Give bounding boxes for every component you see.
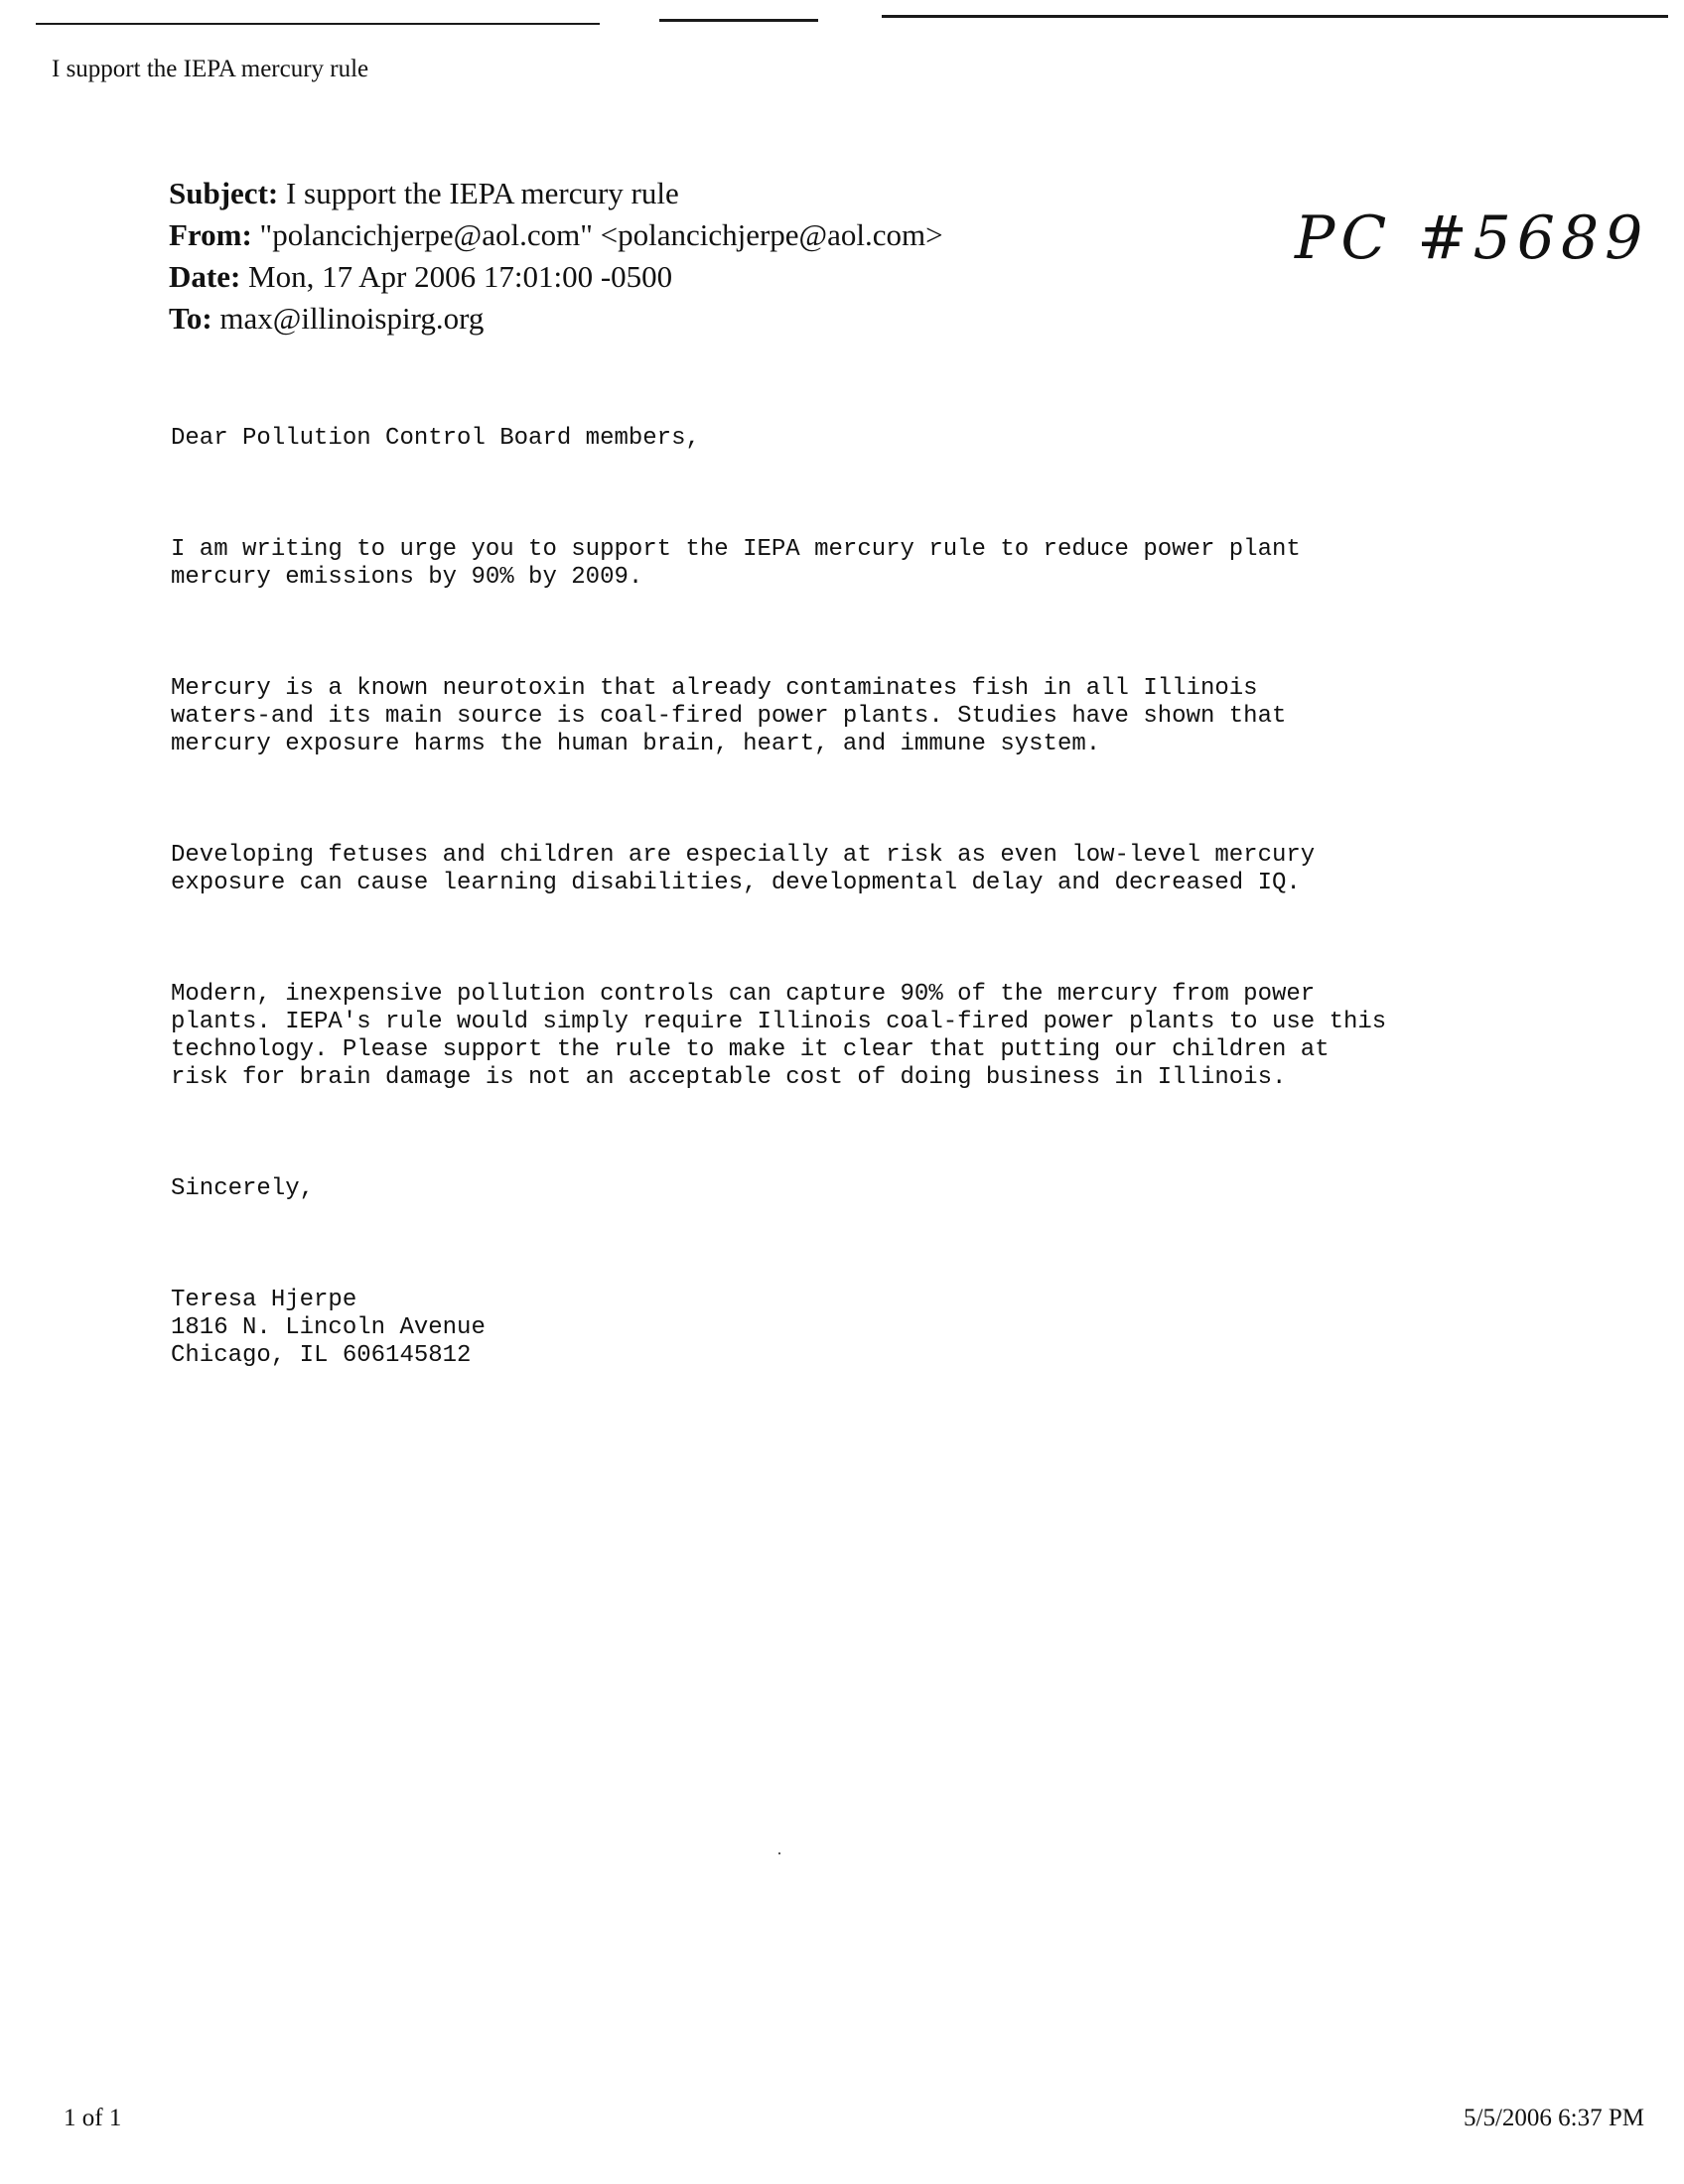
subject-row [169, 173, 943, 214]
subject-label: Subject: [169, 176, 279, 210]
handwritten-stamp [1291, 199, 1658, 288]
top-rule-middle [659, 19, 818, 22]
body-paragraph: Developing fetuses and children are especially at risk as even low-level mercury exposure can cause learning disabilities, developmental delay and decreased IQ. [171, 842, 1316, 896]
to-label: To: [169, 301, 212, 336]
greeting: Dear Pollution Control Board members, [171, 425, 700, 452]
page-indicator: 1 of 1 [64, 2105, 122, 2131]
to-value: max@illinoispirg.org [219, 301, 485, 336]
email-headers [169, 173, 943, 340]
top-rule-right [882, 15, 1668, 18]
from-label: From: [169, 217, 252, 252]
from-value: "polancichjerpe@aol.com" <polancichjerpe@aol.com> [259, 217, 943, 252]
email-body [171, 369, 1640, 1426]
top-rule-left [36, 23, 600, 25]
scan-speck [778, 1852, 780, 1854]
from-row [169, 214, 943, 256]
body-paragraph: Mercury is a known neurotoxin that already contaminates fish in all Illinois waters-and its main source is coal-fired power plants. Studies have shown that mercury exposure harms the human brain, heart, and immune system. [171, 675, 1287, 757]
page-header-title: I support the IEPA mercury rule [52, 56, 369, 82]
printed-timestamp: 5/5/2006 6:37 PM [1464, 2105, 1644, 2131]
handwritten-stamp-text: PC #5689 [1295, 204, 1649, 273]
subject-value: I support the IEPA mercury rule [285, 176, 679, 210]
body-paragraph: I am writing to urge you to support the IEPA mercury rule to reduce power plant mercury emissions by 90% by 2009. [171, 536, 1301, 591]
closing: Sincerely, [171, 1175, 315, 1202]
date-label: Date: [169, 259, 241, 294]
to-row [169, 298, 943, 340]
body-paragraph: Modern, inexpensive pollution controls can capture 90% of the mercury from power plants. IEPA's rule would simply require Illinois coal-fired power plants to use this technology. Please support the rule to make it clear that putting our children at risk for brain damage is not an acceptable cost of doing business in Illinois. [171, 981, 1387, 1091]
date-value: Mon, 17 Apr 2006 17:01:00 -0500 [248, 259, 673, 294]
signature-block: Teresa Hjerpe 1816 N. Lincoln Avenue Chicago, IL 606145812 [171, 1287, 486, 1369]
date-row [169, 256, 943, 298]
